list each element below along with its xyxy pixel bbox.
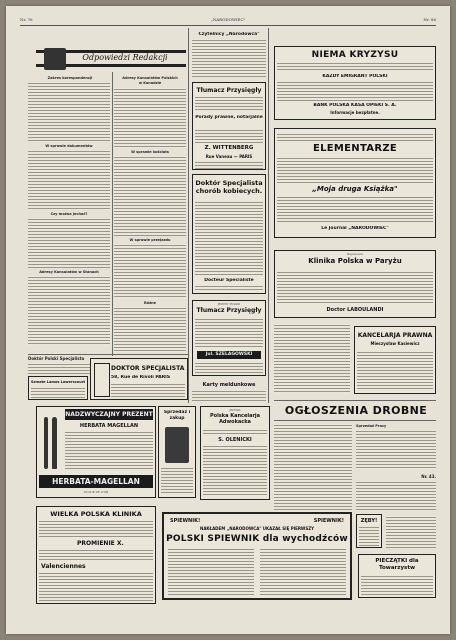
ad-text <box>195 96 263 112</box>
column-heading: W sprawie dokumentów <box>45 144 93 148</box>
column-rule <box>268 28 269 403</box>
ad-herbata-banner: HERBATA-MAGELLAN <box>39 475 153 488</box>
ad-text <box>39 572 153 602</box>
ad-kicker: JEDYNA <box>229 408 241 412</box>
classifieds-number: Nr. 43. <box>421 474 436 479</box>
ad-lamos <box>28 376 88 400</box>
ad-text <box>260 548 346 596</box>
ad-tlumacz-title: Tłumacz Przysięgły <box>196 87 262 94</box>
column-rule <box>188 28 189 403</box>
ad-promienie: PROMIENIE X. <box>77 540 124 547</box>
ad-kancelarja-sub: Mieczysław Kasiewicz <box>370 341 420 346</box>
column-heading: Adresy Konsulatów Polskich <box>122 76 178 80</box>
ad-text <box>195 201 263 275</box>
ad-text <box>195 362 263 374</box>
section-rule <box>274 400 436 401</box>
ad-wittenberg-address: Rue Vaneau — PARIS <box>205 154 253 159</box>
classifieds-column <box>386 516 436 548</box>
page-header <box>20 16 436 26</box>
ad-journal: Le Journal „NARODOWIEC" <box>321 226 389 231</box>
issue-left: Nr. 76 <box>20 17 33 22</box>
ad-text <box>111 383 185 397</box>
ad-bank-kasa-opieki <box>274 46 436 120</box>
column-heading: Adresy Konsulatów w Stanach <box>39 270 99 274</box>
cutlery-illustration <box>40 417 62 469</box>
column-heading: Różne <box>143 301 156 305</box>
text-column <box>28 218 110 268</box>
column-heading: Zakres korespondencji <box>47 76 93 80</box>
ad-doctor-title: DOKTÓR SPECJALISTA <box>111 365 185 372</box>
ad-text <box>161 467 193 495</box>
ad-text <box>195 285 263 292</box>
text-column <box>114 88 186 148</box>
text-column <box>114 307 186 352</box>
ad-sprzedaz <box>158 406 196 498</box>
ad-text <box>277 196 433 224</box>
ad-wielka-klinika <box>36 506 156 604</box>
text-column <box>28 276 110 346</box>
banner-odpowiedzi <box>36 46 186 72</box>
ad-doktor-name: Docteur Specialiste <box>204 278 254 283</box>
czytelnicy-heading: Czytelnicy „Narodowca" <box>198 32 260 37</box>
ad-doktor-title: Doktór Specjalista chorób kobiecych. <box>195 179 263 195</box>
ad-herbata-magellan <box>36 406 156 498</box>
ad-niema-title: NIEMA KRYZYSU <box>311 50 399 60</box>
ad-wittenberg-name: Z. WITTENBERG <box>204 145 254 151</box>
ad-pieczatki-title: PIECZĄTKI dla Towarzystw <box>375 558 419 571</box>
ad-herbata-address: 90 RUE DE LYON <box>83 490 109 494</box>
ad-spiewnik-sub: NAKŁADEM „NARODOWCA" UKAZAŁ SIĘ PIERWSZY <box>199 526 315 531</box>
section-rule <box>274 420 436 421</box>
text-column <box>28 82 110 142</box>
newspaper-page <box>6 6 450 634</box>
ad-text <box>203 429 267 435</box>
ad-text <box>203 445 267 497</box>
ad-doctor-specialist <box>90 358 188 400</box>
ad-spiewnik-label-right: ŚPIEWNIK! <box>313 518 344 524</box>
issue-right: Nr. 86 <box>423 17 436 22</box>
ad-spiewnik <box>162 512 352 600</box>
ad-bank-name: BANK POLSKA KASA OPIEKI S. A. <box>313 103 397 108</box>
ad-text <box>31 387 85 399</box>
ad-spiewnik-label-left: ŚPIEWNIK! <box>170 518 201 524</box>
ad-valenciennes: Valenciennes <box>41 563 86 570</box>
classifieds-column <box>356 430 436 470</box>
ad-text <box>195 318 263 348</box>
ad-elementarze <box>274 128 436 238</box>
ad-kazdy: KAŻDY EMIGRANT POLSKI <box>322 74 388 79</box>
karty-heading: Karty meldunkowe <box>202 382 256 388</box>
ad-text <box>277 157 433 183</box>
ad-text <box>65 431 153 471</box>
ad-zeby <box>356 514 382 548</box>
column-heading: w Kanadzie <box>138 81 162 85</box>
ogloszenia-drobne-heading: OGŁOSZENIA DROBNE <box>284 404 428 417</box>
ad-text <box>357 351 433 391</box>
ad-text <box>168 548 254 596</box>
ad-sprzedaz-title: Sprzedaż i zakup <box>163 410 191 421</box>
ad-bank-sub: Informacje bezpłatne. <box>330 110 380 115</box>
ad-nadzwyczajny: NADZWYCZAJNY PREZENT <box>65 411 153 418</box>
column-heading: W sprawie przejazdu <box>129 238 171 242</box>
text-column <box>274 324 350 394</box>
ad-kancelarja-adw-title: Polska Kancelarja Adwokacka <box>209 413 261 425</box>
column-rule <box>112 66 113 356</box>
text-column <box>114 156 186 236</box>
banner-title: Odpowiedzi Redakcji <box>70 53 180 62</box>
ad-text <box>359 526 379 546</box>
column-heading: Czy można jechać? <box>50 212 88 216</box>
ad-doktor-chorob <box>192 174 266 294</box>
ad-moja-title: „Moja druga Książka" <box>312 185 398 193</box>
ad-elementarze-title: ELEMENTARZE <box>312 143 398 154</box>
ad-herbata-name: HERBATA MAGELLAN <box>79 423 139 429</box>
ad-text <box>195 161 263 169</box>
classifieds-subheading: Sprzedaż Pracy <box>356 424 387 428</box>
scribe-illustration <box>44 48 66 70</box>
doktor-heading: Doktór Polski Specjalista <box>28 356 85 361</box>
ad-olenicki: S. OLENICKI <box>218 437 252 443</box>
ad-kicker: Najstarsza <box>347 252 363 256</box>
ad-tlumacz2-title: Tłumacz Przysięgły <box>196 307 262 314</box>
ad-text <box>277 81 433 101</box>
text-column <box>192 39 266 77</box>
ad-kancelarja-prawna <box>354 326 436 394</box>
ad-kancelarja-adwokacka <box>200 406 270 500</box>
ad-spiewnik-title: POLSKI ŚPIEWNIK dla wychodźców <box>166 534 348 544</box>
ad-doctor-address: 58, Rue de Rivoli PARIS <box>111 375 171 380</box>
ad-text <box>277 62 433 72</box>
ad-kancelarja-title: KANCELARJA PRAWNA <box>357 332 433 339</box>
ad-text <box>39 549 153 561</box>
masthead: „NARODOWIEC" <box>210 17 246 22</box>
column-heading: W sprawie kościoła <box>131 150 169 154</box>
ad-text <box>195 129 263 143</box>
ad-laboulandi: Doctor LABOULANDI <box>326 307 384 313</box>
text-column <box>192 390 266 402</box>
ad-tlumacz-wittenberg <box>192 82 266 170</box>
ad-lamos-name: Szmate Lamos Lowerscourt <box>30 380 86 384</box>
doctor-emblem <box>94 363 110 397</box>
ad-pieczatki <box>358 554 436 598</box>
classifieds-column <box>356 481 436 511</box>
ad-kicker: JEDYNY POLSKI <box>217 302 241 306</box>
ad-klinika-title: Klinika Polska w Paryżu <box>308 257 402 265</box>
ad-porady: Porady prawne, notarjalne <box>195 115 263 120</box>
ad-zeby-title: ZĘBY! <box>360 518 378 524</box>
ad-text <box>277 133 433 141</box>
shop-illustration <box>165 427 189 463</box>
ad-tlumacz-szelagowski <box>192 300 266 376</box>
ad-szelagowski-name: Jul. SZELAGOWSKI <box>197 351 261 359</box>
ad-text <box>361 575 433 595</box>
ad-klinika-big-title: WIELKA POLSKA KLINIKA <box>50 510 142 518</box>
ad-text <box>39 520 153 538</box>
text-column <box>114 244 186 299</box>
ad-klinika-paris <box>274 250 436 318</box>
ad-text <box>277 271 433 305</box>
section-rule <box>28 354 188 355</box>
text-column <box>28 150 110 210</box>
